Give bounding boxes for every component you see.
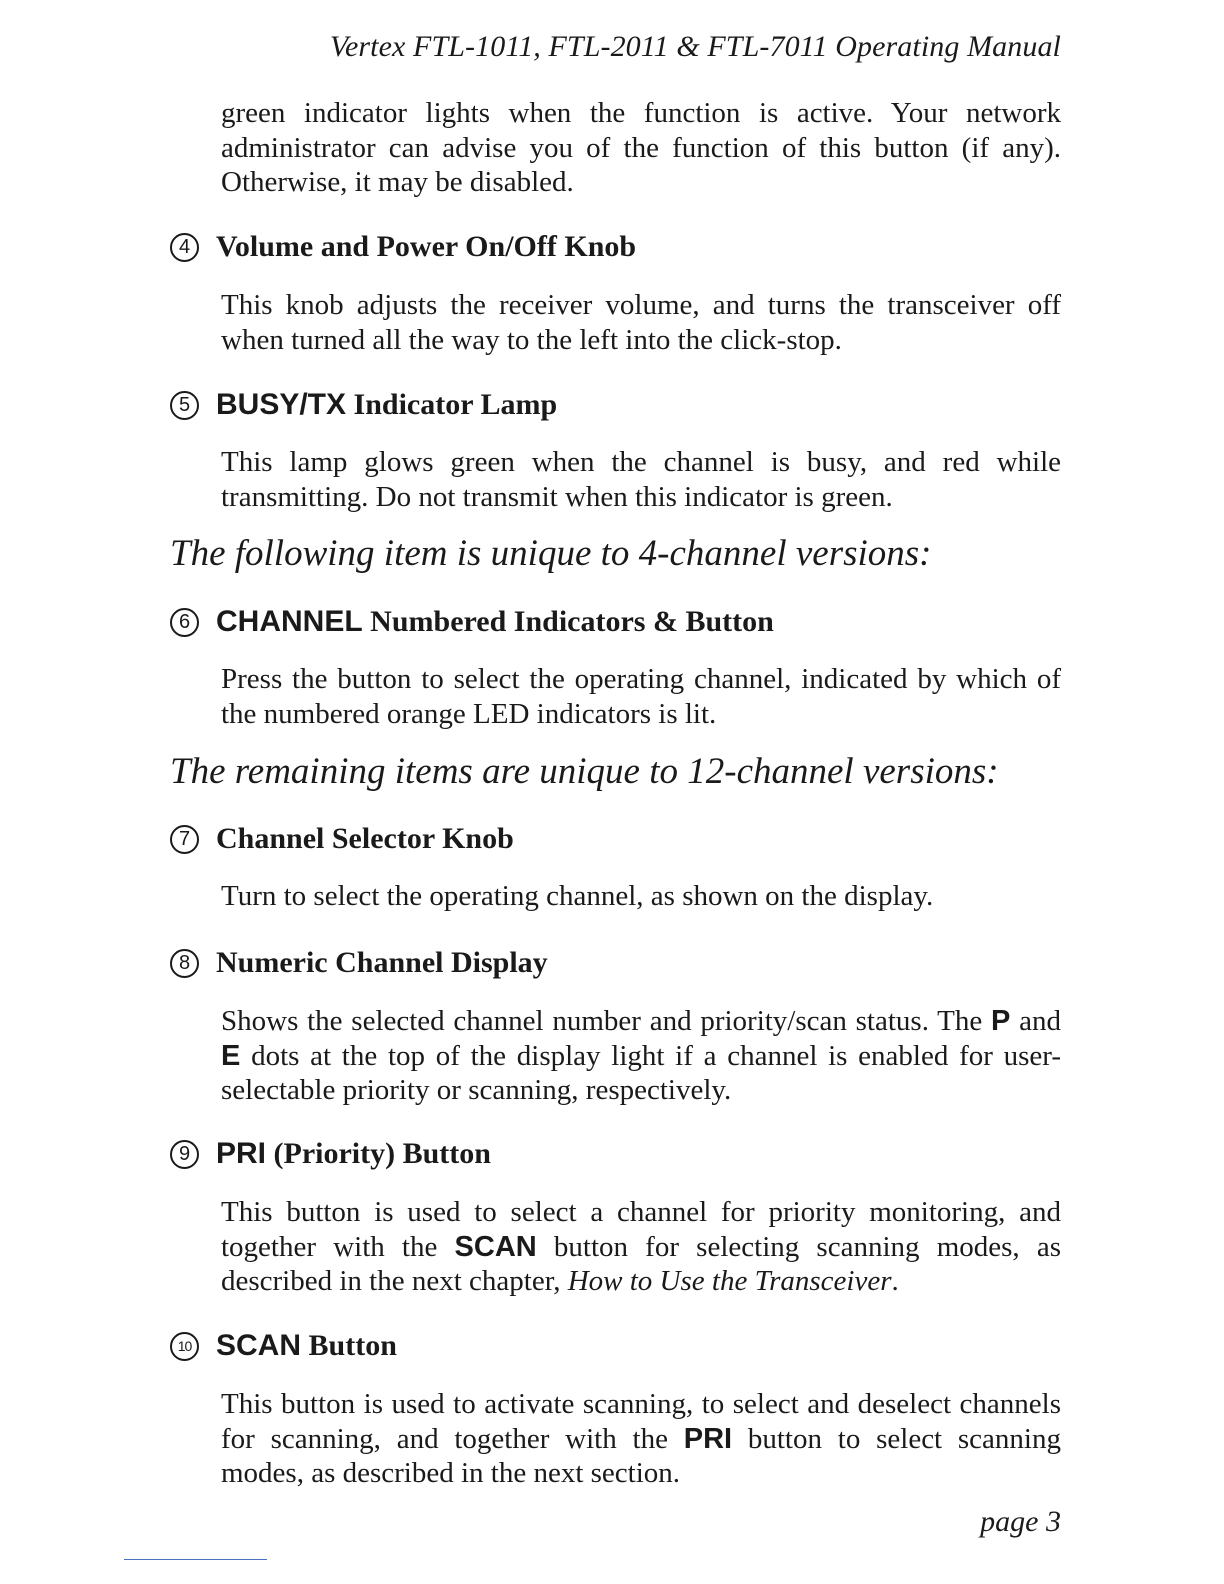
control-label: BUSY/TX xyxy=(216,388,347,421)
item-title: Channel Selector Knob xyxy=(216,822,514,855)
item-title: Indicator Lamp xyxy=(346,388,558,421)
intro-paragraph: green indicator lights when the function is active. Your network administrator can advise you of the function of this button (if any). Otherwise, it may be disabled. xyxy=(221,97,1061,198)
item-number-badge: 10 xyxy=(170,1332,199,1361)
text-run: This button is used to select a channel for priority monitoring, and together with the xyxy=(221,1196,1061,1263)
pri-label: PRI xyxy=(683,1422,733,1455)
text-run: This button is used to activate scanning, to select and deselect channels for scanning, and together with the xyxy=(221,1388,1061,1455)
item-4-description: This knob adjusts the receiver volume, and turns the transceiver off when turned all the way to the left into the click-stop. xyxy=(221,289,1061,356)
item-5-heading xyxy=(170,388,557,422)
item-number-badge: 7 xyxy=(170,825,199,854)
control-label: CHANNEL xyxy=(216,605,363,638)
scan-label: SCAN xyxy=(454,1230,537,1263)
item-title: (Priority) Button xyxy=(266,1137,491,1170)
item-9-heading xyxy=(170,1137,491,1171)
text-run: button to select scanning modes, as described in the next section. xyxy=(221,1422,1061,1489)
item-7-heading xyxy=(170,822,514,856)
item-4-heading xyxy=(170,230,636,264)
text-run: button for selecting scanning modes, as described in the next chapter, xyxy=(221,1230,1061,1297)
control-label: SCAN xyxy=(216,1329,302,1362)
item-10-description xyxy=(221,1387,1061,1491)
item-8-heading xyxy=(170,946,548,980)
text-run: and xyxy=(1010,1005,1061,1037)
text-run: . xyxy=(891,1265,899,1297)
page-number: page 3 xyxy=(980,1505,1061,1538)
p-dot-label: P xyxy=(991,1005,1011,1037)
item-title: Button xyxy=(301,1329,397,1362)
item-number-badge: 6 xyxy=(170,608,199,637)
item-title: Numbered Indicators & Button xyxy=(362,605,774,638)
item-title: Numeric Channel Display xyxy=(216,946,548,979)
footnote-rule xyxy=(124,1559,267,1560)
text-run: Shows the selected channel number and priority/scan status. The xyxy=(221,1005,992,1037)
item-7-description: Turn to select the operating channel, as shown on the display. xyxy=(221,880,934,912)
section-heading-4-channel: The following item is unique to 4-channel versions: xyxy=(170,533,932,574)
item-8-description xyxy=(221,1004,1061,1108)
control-label: PRI xyxy=(216,1137,267,1170)
item-number-badge: 9 xyxy=(170,1140,199,1169)
item-10-heading xyxy=(170,1329,397,1363)
item-6-description: Press the button to select the operating channel, indicated by which of the numbered orange LED indicators is lit. xyxy=(221,663,1061,730)
item-9-description xyxy=(221,1195,1061,1299)
item-number-badge: 5 xyxy=(170,391,199,420)
running-header: Vertex FTL-1011, FTL-2011 & FTL-7011 Operating Manual xyxy=(329,30,1061,63)
item-title: Volume and Power On/Off Knob xyxy=(216,230,637,263)
item-number-badge: 8 xyxy=(170,949,199,978)
e-dot-label: E xyxy=(221,1039,241,1072)
item-6-heading xyxy=(170,605,774,639)
item-number-badge: 4 xyxy=(170,233,199,262)
section-heading-12-channel: The remaining items are unique to 12-channel versions: xyxy=(170,751,999,792)
text-run: dots at the top of the display light if a channel is enabled for user-selectable priority or scanning, respectively. xyxy=(221,1039,1061,1106)
item-5-description: This lamp glows green when the channel is busy, and red while transmitting. Do not transmit when this indicator is green. xyxy=(221,446,1061,513)
chapter-reference: How to Use the Transceiver xyxy=(567,1265,892,1297)
